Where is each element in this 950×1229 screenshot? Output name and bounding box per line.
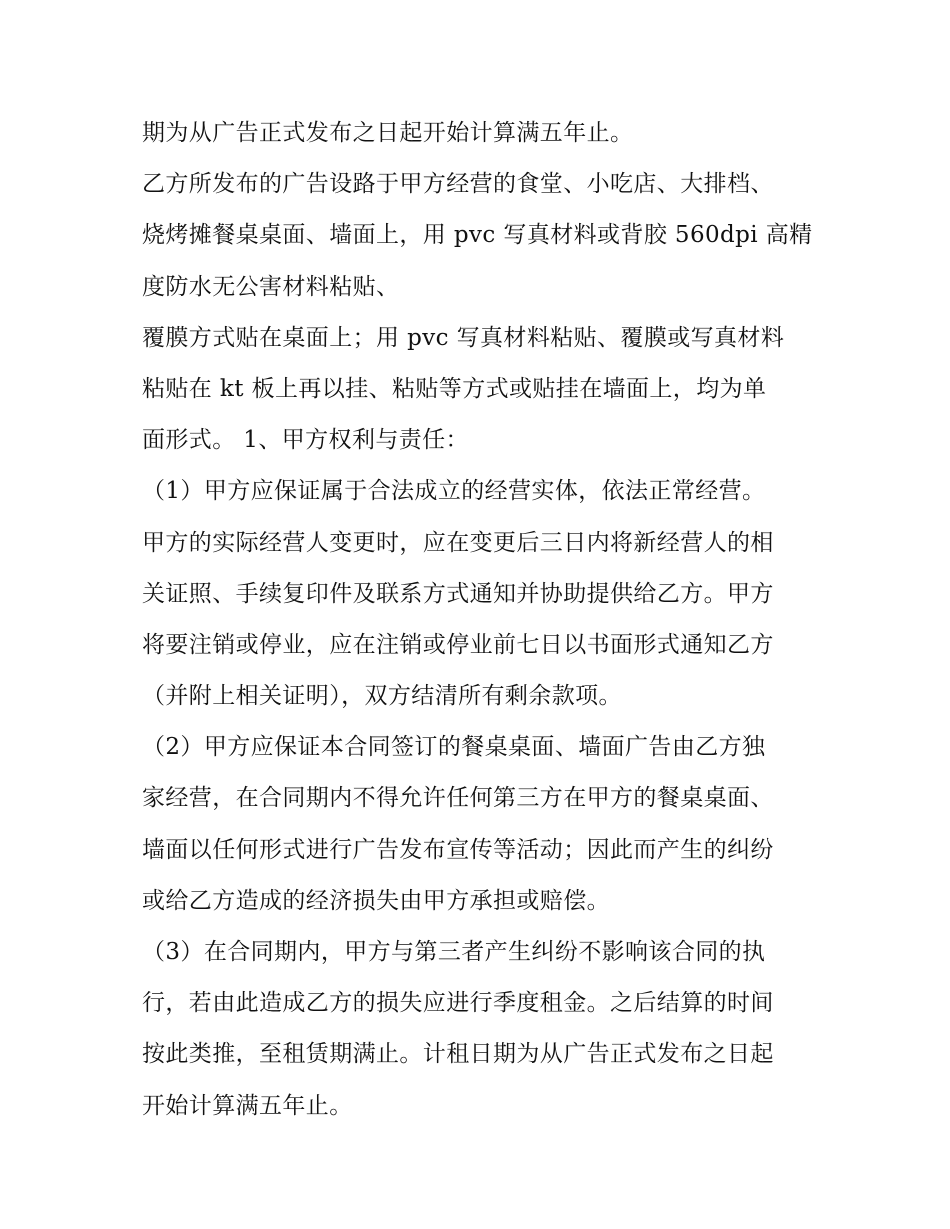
text-line: （并附上相关证明），双方结清所有剩余款项。 bbox=[142, 683, 622, 710]
text-line: 覆膜方式贴在桌面上；用 pvc 写真材料粘贴、覆膜或写真材料 bbox=[142, 324, 785, 351]
clause-1-line: （1）甲方应保证属于合法成立的经营实体，依法正常经营。 bbox=[142, 478, 766, 505]
section-heading-line: 面形式。 1、甲方权利与责任： bbox=[142, 427, 469, 454]
text-line: 乙方所发布的广告设路于甲方经营的食堂、小吃店、大排档、 bbox=[142, 171, 774, 198]
text-line: 烧烤摊餐桌桌面、墙面上，用 pvc 写真材料或背胶 560dpi 高精 bbox=[142, 222, 813, 249]
text-line: 墙面以任何形式进行广告发布宣传等活动；因此而产生的纠纷 bbox=[142, 836, 774, 863]
text-line: 开始计算满五年止。 bbox=[142, 1092, 353, 1119]
text-line: 将要注销或停业，应在注销或停业前七日以书面形式通知乙方 bbox=[142, 631, 774, 658]
clause-3-line: （3）在合同期内，甲方与第三者产生纠纷不影响该合同的执 bbox=[142, 939, 766, 965]
text-line: 度防水无公害材料粘贴、 bbox=[142, 273, 400, 300]
text-line: 家经营，在合同期内不得允许任何第三方在甲方的餐桌桌面、 bbox=[142, 785, 774, 812]
text-line: 关证照、手续复印件及联系方式通知并协助提供给乙方。甲方 bbox=[142, 580, 774, 607]
text-line: 按此类推，至租赁期满止。计租日期为从广告正式发布之日起 bbox=[142, 1041, 774, 1068]
text-line: 期为从广告正式发布之日起开始计算满五年止。 bbox=[142, 120, 634, 146]
text-line: 甲方的实际经营人变更时，应在变更后三日内将新经营人的相 bbox=[142, 529, 774, 556]
text-line: 或给乙方造成的经济损失由甲方承担或赔偿。 bbox=[142, 887, 610, 914]
clause-2-line: （2）甲方应保证本合同签订的餐桌桌面、墙面广告由乙方独 bbox=[142, 734, 766, 761]
text-line: 行，若由此造成乙方的损失应进行季度租金。之后结算的时间 bbox=[142, 990, 774, 1017]
contract-text bbox=[142, 108, 822, 1132]
text-line: 粘贴在 kt 板上再以挂、粘贴等方式或贴挂在墙面上，均为单 bbox=[142, 375, 767, 402]
